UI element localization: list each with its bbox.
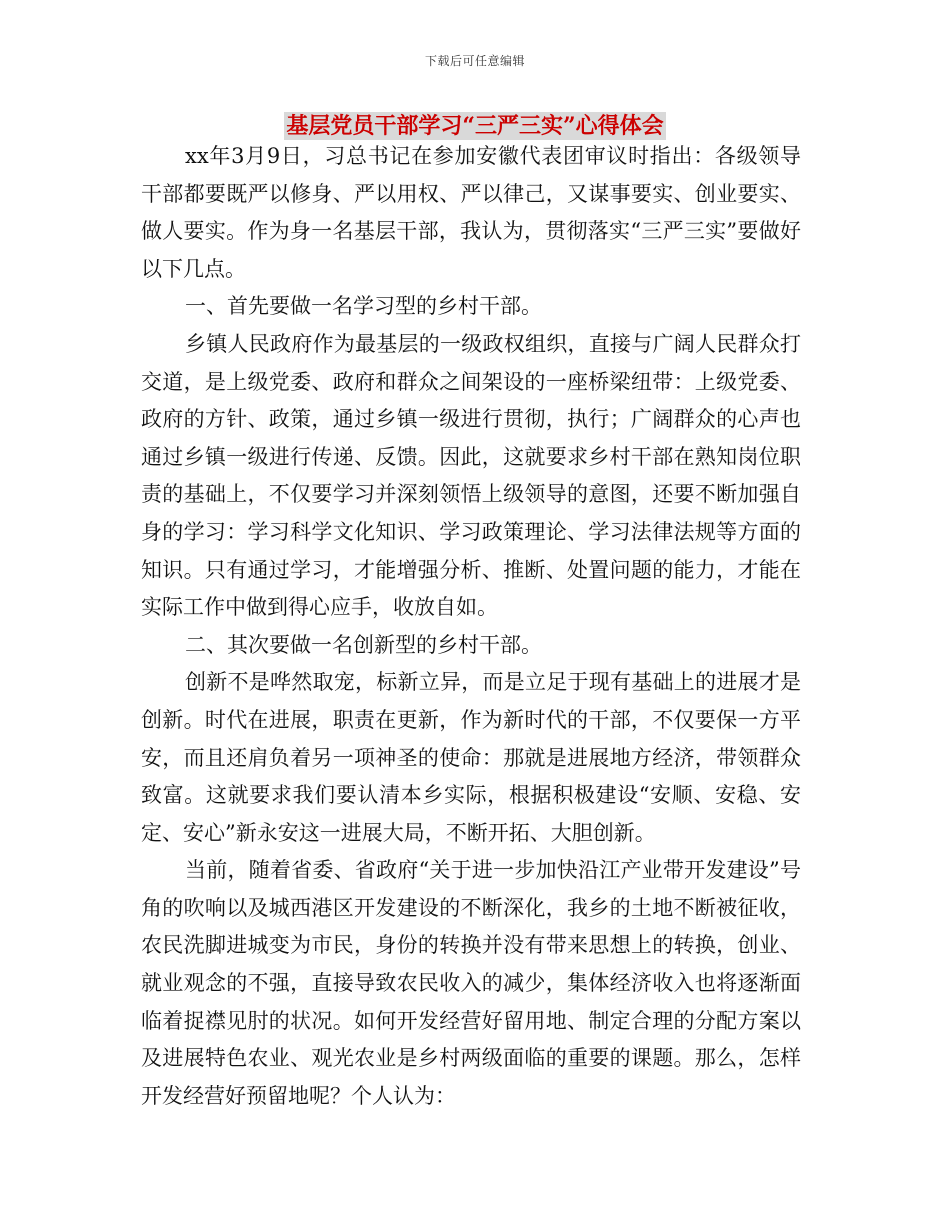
paragraph-innovation: 创新不是哗然取宠，标新立异，而是立足于现有基础上的进展才是创新。时代在进展，职责在更新，作为新时代的干部，不仅要保一方平安，而且还肩负着另一项神圣的使命：那就是进展地方经济，带领群众致富。这就要求我们要认清本乡实际，根据积极建设“安顺、安稳、安定、安心”新永安这一进展大局，不断开拓、大胆创新。 — [141, 670, 801, 845]
paragraph-learning: 乡镇人民政府作为最基层的一级政权组织，直接与广阔人民群众打交道，是上级党委、政府和群众之间架设的一座桥梁纽带：上级党委、政府的方针、政策，通过乡镇一级进行贯彻，执行；广阔群众的心声也通过乡镇一级进行传递、反馈。因此，这就要求乡村干部在熟知岗位职责的基础上，不仅要学习并深刻领悟上级领导的意图，还要不断加强自身的学习：学习科学文化知识、学习政策理论、学习法律法规等方面的知识。只有通过学习，才能增强分析、推断、处置问题的能力，才能在实际工作中做到得心应手，收放自如。 — [141, 331, 801, 620]
document-title-container — [0, 112, 950, 140]
paragraph-intro: xx年3月9日，习总书记在参加安徽代表团审议时指出：各级领导干部都要既严以修身、严以用权、严以律己，又谋事要实、创业要实、做人要实。作为身一名基层干部，我认为，贯彻落实“三严三实”要做好以下几点。 — [141, 144, 801, 281]
section-heading-2: 二、其次要做一名创新型的乡村干部。 — [185, 632, 542, 657]
page-header: 下载后可任意编辑 — [424, 54, 525, 68]
document-body — [141, 138, 801, 1115]
section-heading-1: 一、首先要做一名学习型的乡村干部。 — [185, 294, 542, 319]
document-title: 基层党员干部学习“三严三实”心得体会 — [286, 113, 664, 139]
paragraph-current: 当前，随着省委、省政府“关于进一步加快沿江产业带开发建设”号角的吹响以及城西港区开发建设的不断深化，我乡的土地不断被征收，农民洗脚进城变为市民，身份的转换并没有带来思想上的转换，创业、就业观念的不强，直接导致农民收入的减少，集体经济收入也将逐渐面临着捉襟见肘的状况。如何开发经营好留用地、制定合理的分配方案以及进展特色农业、观光农业是乡村两级面临的重要的课题。那么，怎样开发经营好预留地呢？个人认为： — [141, 858, 801, 1108]
